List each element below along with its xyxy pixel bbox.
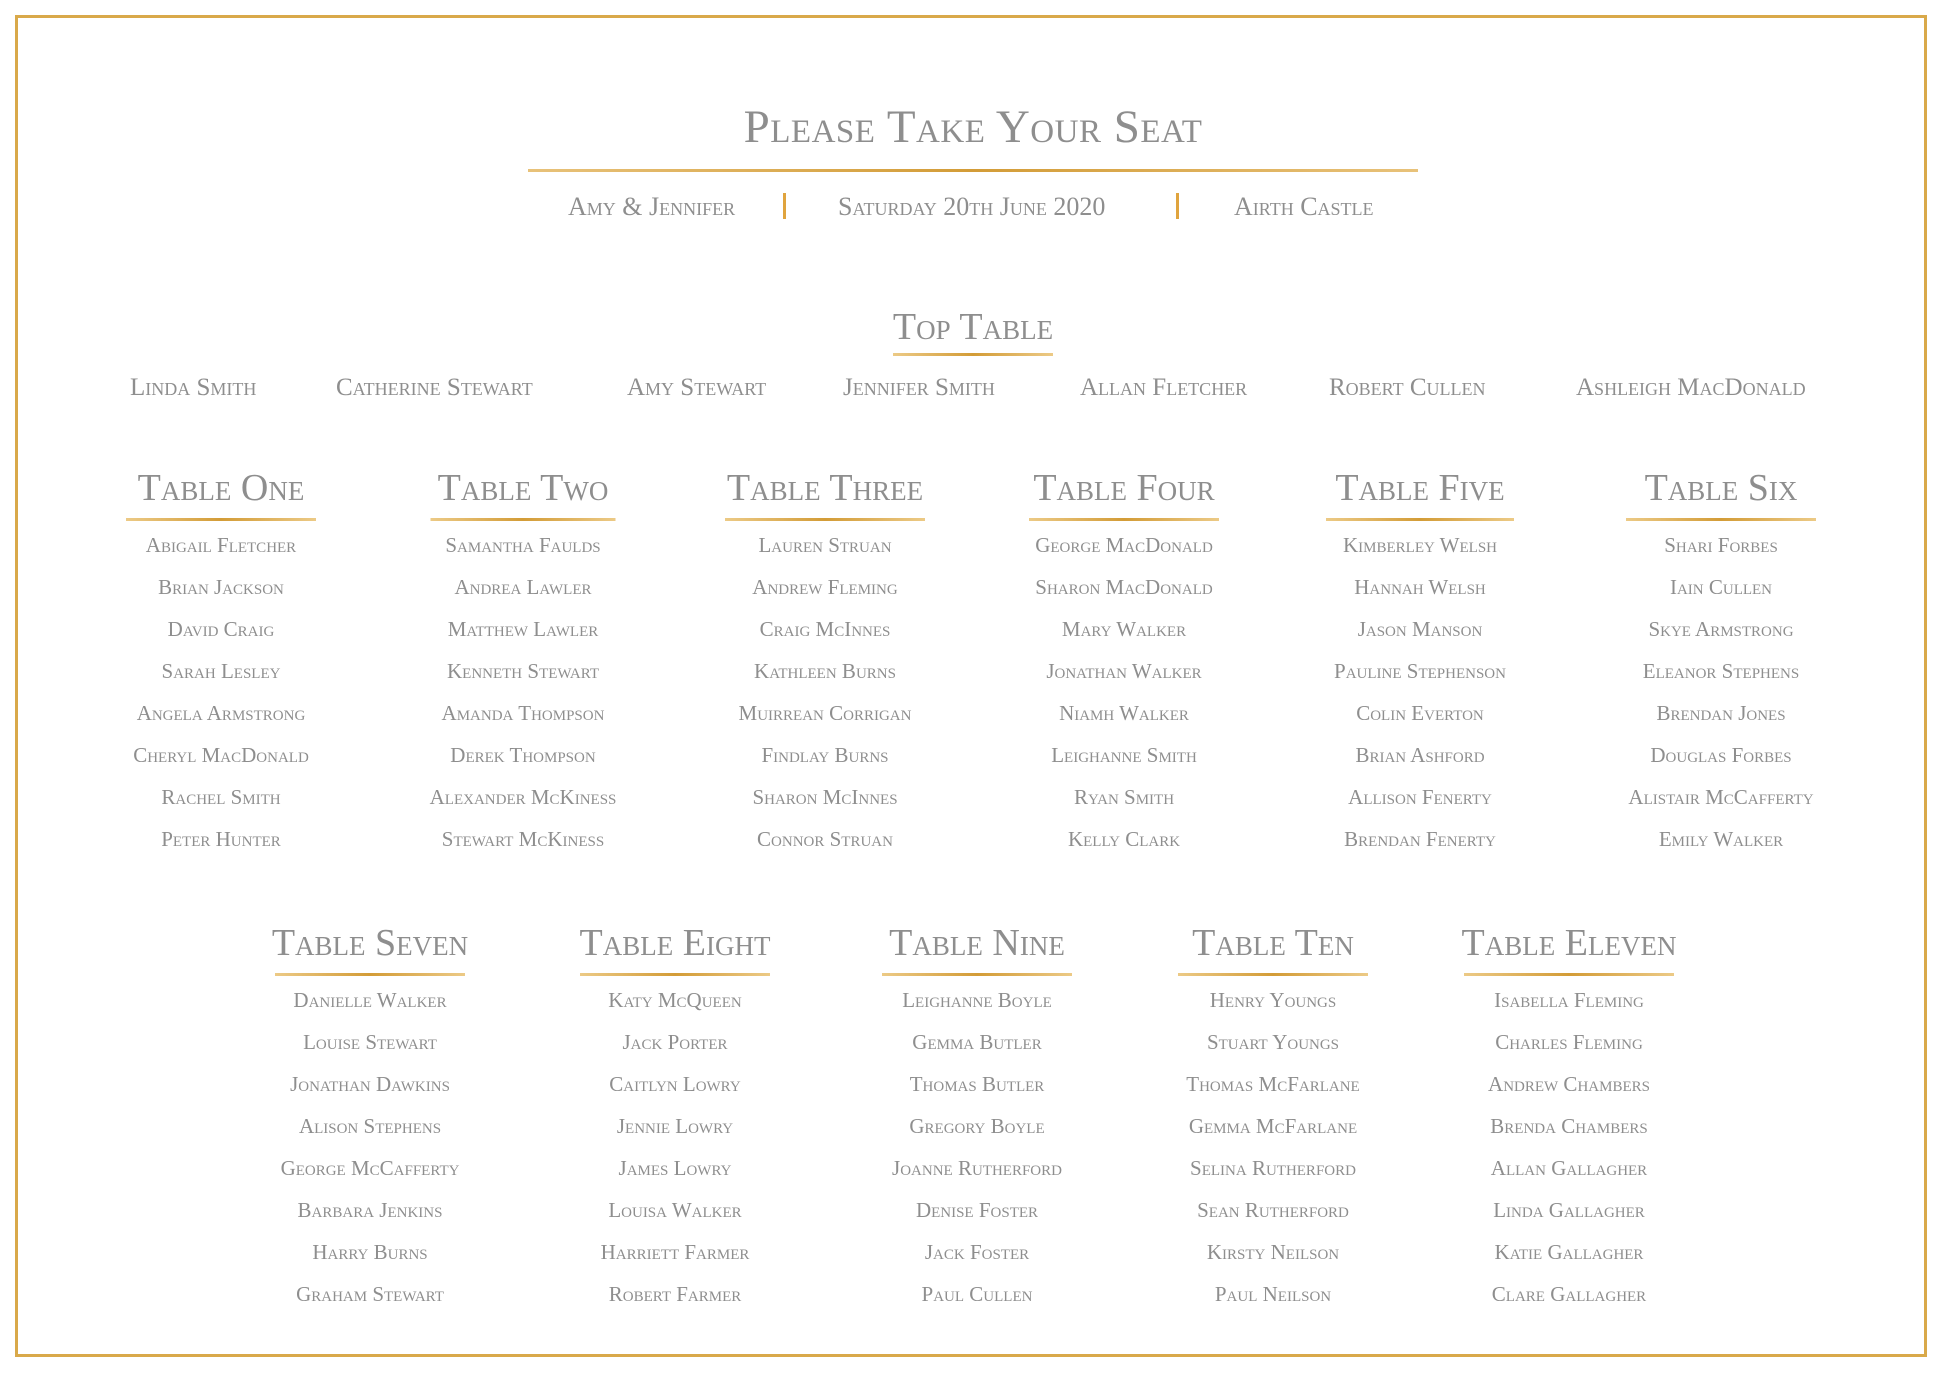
couple-names: Amy & Jennifer <box>568 192 736 221</box>
guest-name: Jennie Lowry <box>616 1114 734 1138</box>
guest-name: Stuart Youngs <box>1206 1030 1340 1054</box>
guest-name: Amanda Thompson <box>441 701 605 725</box>
guest-name: Findlay Burns <box>761 743 889 767</box>
guest-name: Skye Armstrong <box>1648 617 1794 641</box>
guest-name: Cheryl MacDonald <box>133 743 309 767</box>
page-title: Please Take Your Seat <box>743 101 1203 153</box>
table-title: Table Seven <box>271 922 469 964</box>
table-underline <box>580 973 770 976</box>
guest-name: Andrew Fleming <box>752 575 898 599</box>
guest-name: Thomas Butler <box>909 1072 1045 1096</box>
guest-name: David Craig <box>167 617 275 641</box>
top-table-title: Top Table <box>892 306 1054 348</box>
guest-name: Thomas McFarlane <box>1186 1072 1360 1096</box>
guest-name: George McCafferty <box>280 1156 460 1180</box>
guest-name: Kimberley Welsh <box>1342 533 1498 557</box>
guest-name: Brendan Jones <box>1656 701 1786 725</box>
table-guest-list <box>1035 524 1213 860</box>
table-guest-list <box>281 979 460 1315</box>
guest-name: Katie Gallagher <box>1494 1240 1644 1264</box>
top-table-guest: Linda Smith <box>130 374 257 401</box>
meta-separator <box>1176 193 1179 219</box>
guest-name: Jack Foster <box>924 1240 1030 1264</box>
guest-name: Henry Youngs <box>1209 988 1337 1012</box>
guest-name: Robert Farmer <box>608 1282 742 1306</box>
guest-name: George MacDonald <box>1035 533 1213 557</box>
guest-name: Ryan Smith <box>1073 785 1175 809</box>
guest-name: Sharon MacDonald <box>1035 575 1213 599</box>
guest-name: Caitlyn Lowry <box>609 1072 741 1096</box>
table-guest-list <box>1488 979 1650 1315</box>
guest-name: Emily Walker <box>1658 827 1784 851</box>
guest-name: Danielle Walker <box>293 988 447 1012</box>
guest-name: Graham Stewart <box>296 1282 444 1306</box>
guest-name: Stewart McKiness <box>441 827 605 851</box>
guest-name: Kirsty Neilson <box>1206 1240 1340 1264</box>
guest-name: Eleanor Stephens <box>1642 659 1800 683</box>
top-table-guest: Allan Fletcher <box>1080 374 1248 401</box>
guest-name: Allan Gallagher <box>1490 1156 1648 1180</box>
guest-name: Angela Armstrong <box>136 701 306 725</box>
top-table-guest: Jennifer Smith <box>843 374 995 401</box>
table-title: Table Eight <box>579 922 771 964</box>
guest-name: Connor Struan <box>757 827 893 851</box>
guest-name: Muirrean Corrigan <box>738 701 912 725</box>
guest-name: Hannah Welsh <box>1354 575 1486 599</box>
venue-name: Airth Castle <box>1234 192 1374 221</box>
guest-name: Abigail Fletcher <box>145 533 297 557</box>
top-table-guest: Ashleigh MacDonald <box>1576 374 1806 401</box>
guest-name: Barbara Jenkins <box>297 1198 443 1222</box>
guest-name: James Lowry <box>618 1156 732 1180</box>
table-title: Table Six <box>1644 467 1798 509</box>
guest-name: Derek Thompson <box>450 743 596 767</box>
guest-name: Sarah Lesley <box>161 659 281 683</box>
table-underline <box>126 518 316 521</box>
table-underline <box>275 973 465 976</box>
guest-name: Jack Porter <box>622 1030 728 1054</box>
meta-separator <box>783 193 786 219</box>
table-guest-list <box>892 979 1062 1315</box>
table-title: Table Ten <box>1192 922 1354 964</box>
guest-name: Brian Ashford <box>1355 743 1485 767</box>
table-title: Table Five <box>1335 467 1505 509</box>
table-title: Table Three <box>726 467 924 509</box>
guest-name: Alexander McKiness <box>429 785 617 809</box>
table-title: Table Eleven <box>1461 922 1677 964</box>
table-underline <box>882 973 1072 976</box>
guest-name: Harry Burns <box>312 1240 428 1264</box>
guest-name: Matthew Lawler <box>447 617 599 641</box>
table-guest-list <box>739 524 912 860</box>
guest-name: Alistair McCafferty <box>1628 785 1814 809</box>
top-table-guest: Robert Cullen <box>1329 374 1486 401</box>
guest-name: Colin Everton <box>1356 701 1484 725</box>
guest-name: Brenda Chambers <box>1490 1114 1648 1138</box>
guest-name: Andrea Lawler <box>454 575 592 599</box>
table-underline <box>1326 518 1514 521</box>
title-underline <box>528 169 1418 172</box>
table-guest-list <box>430 524 617 860</box>
guest-name: Isabella Fleming <box>1494 988 1644 1012</box>
guest-name: Kathleen Burns <box>754 659 896 683</box>
guest-name: Rachel Smith <box>161 785 281 809</box>
guest-name: Louise Stewart <box>303 1030 437 1054</box>
guest-name: Gemma Butler <box>912 1030 1042 1054</box>
table-guest-list <box>1334 524 1506 860</box>
table-guest-list <box>1628 524 1813 860</box>
guest-name: Mary Walker <box>1061 617 1187 641</box>
table-underline <box>431 518 616 521</box>
top-table-guest: Catherine Stewart <box>336 374 533 401</box>
guest-name: Katy McQueen <box>608 988 742 1012</box>
guest-name: Leighanne Smith <box>1051 743 1197 767</box>
table-title: Table Two <box>437 467 609 509</box>
table-underline <box>1178 973 1368 976</box>
table-underline <box>1029 518 1219 521</box>
table-title: Table One <box>137 467 305 509</box>
table-underline <box>725 518 925 521</box>
guest-name: Louisa Walker <box>608 1198 742 1222</box>
guest-name: Douglas Forbes <box>1650 743 1792 767</box>
guest-name: Kelly Clark <box>1067 827 1181 851</box>
guest-name: Leighanne Boyle <box>902 988 1052 1012</box>
guest-name: Andrew Chambers <box>1488 1072 1650 1096</box>
guest-name: Charles Fleming <box>1495 1030 1643 1054</box>
guest-name: Lauren Struan <box>758 533 892 557</box>
top-table-underline <box>893 353 1053 356</box>
guest-name: Brendan Fenerty <box>1344 827 1496 851</box>
guest-name: Jonathan Walker <box>1046 659 1202 683</box>
table-title: Table Four <box>1033 467 1215 509</box>
guest-name: Brian Jackson <box>158 575 284 599</box>
guest-name: Paul Cullen <box>921 1282 1033 1306</box>
guest-name: Gregory Boyle <box>909 1114 1045 1138</box>
guest-name: Niamh Walker <box>1059 701 1189 725</box>
guest-name: Jason Manson <box>1357 617 1483 641</box>
top-table-guest: Amy Stewart <box>627 374 767 401</box>
guest-name: Denise Foster <box>915 1198 1039 1222</box>
guest-name: Gemma McFarlane <box>1188 1114 1358 1138</box>
table-title: Table Nine <box>889 922 1065 964</box>
guest-name: Shari Forbes <box>1664 533 1778 557</box>
table-guest-list <box>133 524 309 860</box>
guest-name: Clare Gallagher <box>1491 1282 1647 1306</box>
guest-name: Linda Gallagher <box>1493 1198 1645 1222</box>
table-guest-list <box>601 979 750 1315</box>
table-guest-list <box>1186 979 1359 1315</box>
guest-name: Harriett Farmer <box>600 1240 750 1264</box>
guest-name: Jonathan Dawkins <box>290 1072 450 1096</box>
guest-name: Selina Rutherford <box>1190 1156 1356 1180</box>
guest-name: Alison Stephens <box>298 1114 442 1138</box>
guest-name: Paul Neilson <box>1214 1282 1332 1306</box>
guest-name: Joanne Rutherford <box>892 1156 1062 1180</box>
table-underline <box>1464 973 1674 976</box>
guest-name: Kenneth Stewart <box>446 659 599 683</box>
guest-name: Samantha Faulds <box>445 533 601 557</box>
wedding-date: Saturday 20th June 2020 <box>838 192 1106 221</box>
guest-name: Allison Fenerty <box>1348 785 1492 809</box>
guest-name: Peter Hunter <box>161 827 281 851</box>
guest-name: Pauline Stephenson <box>1334 659 1506 683</box>
guest-name: Sharon McInnes <box>752 785 898 809</box>
guest-name: Craig McInnes <box>759 617 891 641</box>
guest-name: Sean Rutherford <box>1197 1198 1349 1222</box>
guest-name: Iain Cullen <box>1669 575 1773 599</box>
table-underline <box>1626 518 1816 521</box>
